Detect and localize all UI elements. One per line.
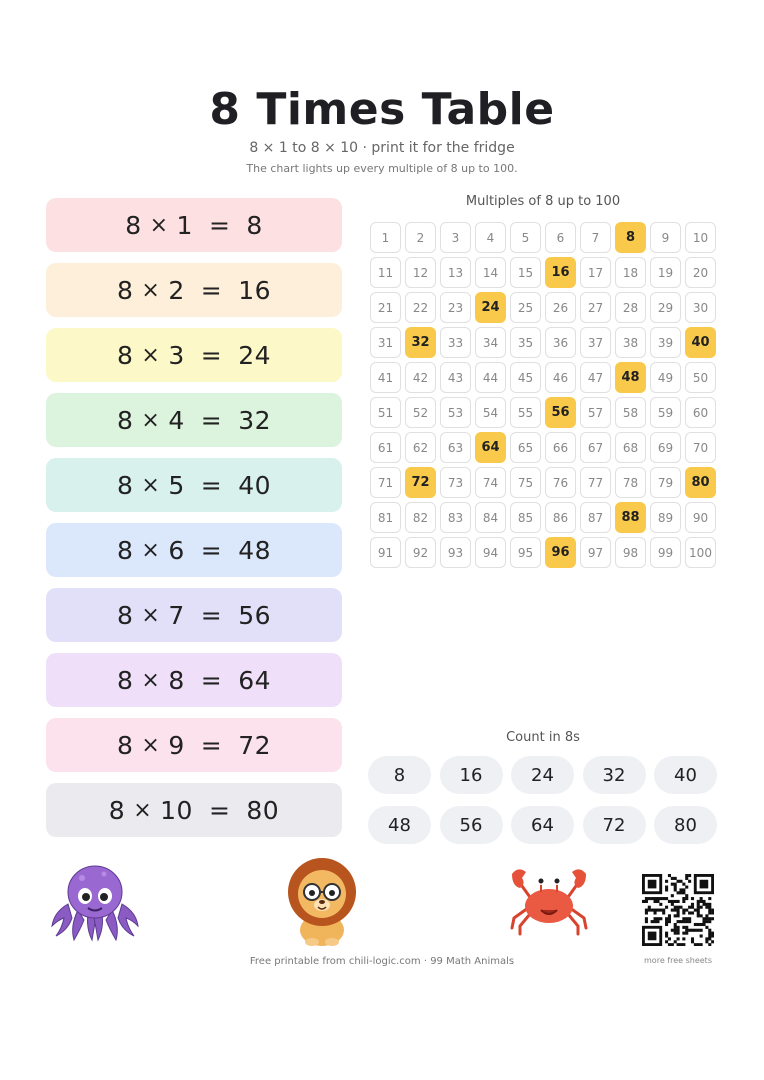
chart-cell: 52 — [405, 397, 436, 428]
chart-cell: 38 — [615, 327, 646, 358]
chart-cell: 86 — [545, 502, 576, 533]
count-pill: 56 — [440, 806, 503, 844]
qr-code[interactable] — [642, 874, 714, 946]
chart-cell: 71 — [370, 467, 401, 498]
equation-multiplier: 8 — [168, 665, 185, 695]
equation-times-sign: × — [141, 667, 161, 693]
equation-times-sign: × — [141, 407, 161, 433]
chart-cell: 93 — [440, 537, 471, 568]
equation-equals-sign: = — [200, 405, 223, 435]
chart-cell-highlighted: 56 — [545, 397, 576, 428]
equation-factor: 8 — [125, 210, 142, 240]
chart-cell: 7 — [580, 222, 611, 253]
count-pill: 24 — [511, 756, 574, 794]
chart-cell-highlighted: 64 — [475, 432, 506, 463]
chart-cell: 6 — [545, 222, 576, 253]
chart-cell: 43 — [440, 362, 471, 393]
lion-illustration — [284, 856, 360, 948]
chart-cell: 94 — [475, 537, 506, 568]
equation-equals-sign: = — [200, 730, 223, 760]
chart-cell: 60 — [685, 397, 716, 428]
chart-cell: 53 — [440, 397, 471, 428]
equation-equals-sign: = — [200, 665, 223, 695]
chart-cell: 50 — [685, 362, 716, 393]
chart-cell: 13 — [440, 257, 471, 288]
chart-cell: 17 — [580, 257, 611, 288]
chart-cell: 98 — [615, 537, 646, 568]
chart-cell: 57 — [580, 397, 611, 428]
chart-cell-highlighted: 88 — [615, 502, 646, 533]
equation-result: 72 — [238, 730, 271, 760]
equation-times-sign: × — [141, 732, 161, 758]
chart-cell: 2 — [405, 222, 436, 253]
equation-factor: 8 — [116, 405, 134, 435]
chart-cell: 59 — [650, 397, 681, 428]
chart-cell-highlighted: 8 — [615, 222, 646, 253]
chart-cell: 23 — [440, 292, 471, 323]
count-pill: 64 — [511, 806, 574, 844]
chart-cell: 25 — [510, 292, 541, 323]
equation-result: 80 — [246, 795, 280, 825]
chart-cell-highlighted: 40 — [685, 327, 716, 358]
equation-factor: 8 — [116, 340, 134, 370]
equation-equals-sign: = — [208, 210, 231, 240]
equation-result: 24 — [238, 340, 271, 370]
equation-factor: 8 — [116, 275, 134, 305]
chart-cell: 70 — [685, 432, 716, 463]
chart-cell: 3 — [440, 222, 471, 253]
chart-cell: 63 — [440, 432, 471, 463]
equation-times-sign: × — [141, 602, 161, 628]
equation-multiplier: 5 — [168, 470, 185, 500]
equation-card — [46, 523, 342, 577]
chart-cell: 99 — [650, 537, 681, 568]
chart-cell: 34 — [475, 327, 506, 358]
chart-cell: 49 — [650, 362, 681, 393]
chart-cell: 30 — [685, 292, 716, 323]
equation-times-sign: × — [149, 212, 169, 238]
qr-caption: more free sheets — [644, 956, 712, 965]
chart-cell: 33 — [440, 327, 471, 358]
chart-cell: 14 — [475, 257, 506, 288]
equation-result: 8 — [246, 210, 263, 240]
equation-card — [46, 458, 342, 512]
chart-cell: 12 — [405, 257, 436, 288]
chart-cell: 92 — [405, 537, 436, 568]
equation-multiplier: 2 — [168, 275, 185, 305]
equation-factor: 8 — [116, 600, 134, 630]
equation-multiplier: 6 — [168, 535, 185, 565]
equation-card — [46, 393, 342, 447]
chart-cell: 45 — [510, 362, 541, 393]
count-by-pills — [368, 756, 717, 844]
equation-factor: 8 — [116, 730, 134, 760]
chart-cell: 21 — [370, 292, 401, 323]
chart-cell: 27 — [580, 292, 611, 323]
count-pill: 16 — [440, 756, 503, 794]
equation-result: 64 — [238, 665, 271, 695]
chart-cell: 83 — [440, 502, 471, 533]
chart-cell: 78 — [615, 467, 646, 498]
chart-cell: 58 — [615, 397, 646, 428]
count-by-label: Count in 8s — [506, 730, 580, 745]
equation-multiplier: 10 — [160, 795, 193, 825]
equation-multiplier: 7 — [168, 600, 185, 630]
crab-illustration — [508, 864, 590, 936]
chart-cell: 75 — [510, 467, 541, 498]
equation-list — [46, 198, 342, 848]
chart-cell: 1 — [370, 222, 401, 253]
chart-cell: 22 — [405, 292, 436, 323]
chart-cell: 79 — [650, 467, 681, 498]
count-pill: 8 — [368, 756, 431, 794]
chart-cell: 61 — [370, 432, 401, 463]
chart-cell: 69 — [650, 432, 681, 463]
chart-cell: 20 — [685, 257, 716, 288]
equation-card — [46, 783, 342, 837]
chart-cell-highlighted: 32 — [405, 327, 436, 358]
chart-cell: 87 — [580, 502, 611, 533]
chart-cell: 26 — [545, 292, 576, 323]
chart-cell: 89 — [650, 502, 681, 533]
chart-cell: 37 — [580, 327, 611, 358]
equation-factor: 8 — [116, 535, 134, 565]
chart-cell-highlighted: 72 — [405, 467, 436, 498]
equation-equals-sign: = — [200, 535, 223, 565]
chart-cell-highlighted: 80 — [685, 467, 716, 498]
equation-result: 48 — [238, 535, 271, 565]
chart-cell: 41 — [370, 362, 401, 393]
chart-cell: 100 — [685, 537, 716, 568]
chart-cell: 5 — [510, 222, 541, 253]
equation-equals-sign: = — [200, 340, 223, 370]
equation-factor: 8 — [108, 795, 126, 825]
chart-cell: 51 — [370, 397, 401, 428]
equation-times-sign: × — [141, 277, 161, 303]
equation-times-sign: × — [141, 537, 161, 563]
hundred-chart-label: Multiples of 8 up to 100 — [465, 194, 621, 209]
hundred-chart — [370, 222, 716, 568]
chart-cell: 11 — [370, 257, 401, 288]
chart-cell: 74 — [475, 467, 506, 498]
equation-card — [46, 588, 342, 642]
count-pill: 72 — [583, 806, 646, 844]
chart-cell: 35 — [510, 327, 541, 358]
equation-result: 16 — [238, 275, 271, 305]
page-subtitle: 8 × 1 to 8 × 10 · print it for the fridge — [249, 140, 515, 156]
chart-cell: 36 — [545, 327, 576, 358]
equation-card — [46, 328, 342, 382]
chart-cell: 44 — [475, 362, 506, 393]
footer-credit: Free printable from chili-logic.com · 99 Math Animals — [249, 956, 515, 967]
chart-cell: 85 — [510, 502, 541, 533]
chart-cell-highlighted: 24 — [475, 292, 506, 323]
chart-cell: 55 — [510, 397, 541, 428]
equation-equals-sign: = — [200, 470, 223, 500]
chart-cell-highlighted: 96 — [545, 537, 576, 568]
chart-cell-highlighted: 16 — [545, 257, 576, 288]
page-title: 8 Times Table — [209, 84, 555, 135]
chart-cell: 46 — [545, 362, 576, 393]
equation-factor: 8 — [116, 470, 134, 500]
chart-cell: 29 — [650, 292, 681, 323]
equation-result: 40 — [238, 470, 271, 500]
chart-cell: 77 — [580, 467, 611, 498]
chart-cell: 81 — [370, 502, 401, 533]
equation-multiplier: 3 — [168, 340, 185, 370]
chart-cell: 28 — [615, 292, 646, 323]
count-pill: 48 — [368, 806, 431, 844]
chart-cell: 19 — [650, 257, 681, 288]
chart-cell: 39 — [650, 327, 681, 358]
chart-cell: 68 — [615, 432, 646, 463]
equation-card — [46, 198, 342, 252]
chart-cell: 67 — [580, 432, 611, 463]
chart-cell: 42 — [405, 362, 436, 393]
equation-equals-sign: = — [200, 275, 223, 305]
equation-card — [46, 718, 342, 772]
equation-equals-sign: = — [200, 600, 223, 630]
chart-cell: 90 — [685, 502, 716, 533]
chart-cell: 18 — [615, 257, 646, 288]
chart-cell: 9 — [650, 222, 681, 253]
chart-cell: 97 — [580, 537, 611, 568]
equation-factor: 8 — [116, 665, 134, 695]
equation-card — [46, 653, 342, 707]
equation-card — [46, 263, 342, 317]
equation-multiplier: 9 — [168, 730, 185, 760]
chart-cell-highlighted: 48 — [615, 362, 646, 393]
count-pill: 32 — [583, 756, 646, 794]
count-pill: 40 — [654, 756, 717, 794]
chart-cell: 15 — [510, 257, 541, 288]
chart-cell: 54 — [475, 397, 506, 428]
equation-times-sign: × — [141, 472, 161, 498]
octopus-illustration — [48, 860, 142, 942]
equation-times-sign: × — [141, 342, 161, 368]
chart-cell: 10 — [685, 222, 716, 253]
equation-multiplier: 4 — [168, 405, 185, 435]
chart-cell: 66 — [545, 432, 576, 463]
chart-cell: 95 — [510, 537, 541, 568]
chart-cell: 62 — [405, 432, 436, 463]
equation-multiplier: 1 — [176, 210, 193, 240]
chart-cell: 82 — [405, 502, 436, 533]
chart-cell: 4 — [475, 222, 506, 253]
chart-cell: 47 — [580, 362, 611, 393]
chart-cell: 65 — [510, 432, 541, 463]
equation-result: 56 — [238, 600, 271, 630]
page-note: The chart lights up every multiple of 8 up to 100. — [246, 162, 518, 175]
count-pill: 80 — [654, 806, 717, 844]
chart-cell: 73 — [440, 467, 471, 498]
equation-times-sign: × — [133, 797, 153, 823]
chart-cell: 84 — [475, 502, 506, 533]
equation-result: 32 — [238, 405, 271, 435]
chart-cell: 31 — [370, 327, 401, 358]
equation-equals-sign: = — [208, 795, 231, 825]
chart-cell: 91 — [370, 537, 401, 568]
chart-cell: 76 — [545, 467, 576, 498]
